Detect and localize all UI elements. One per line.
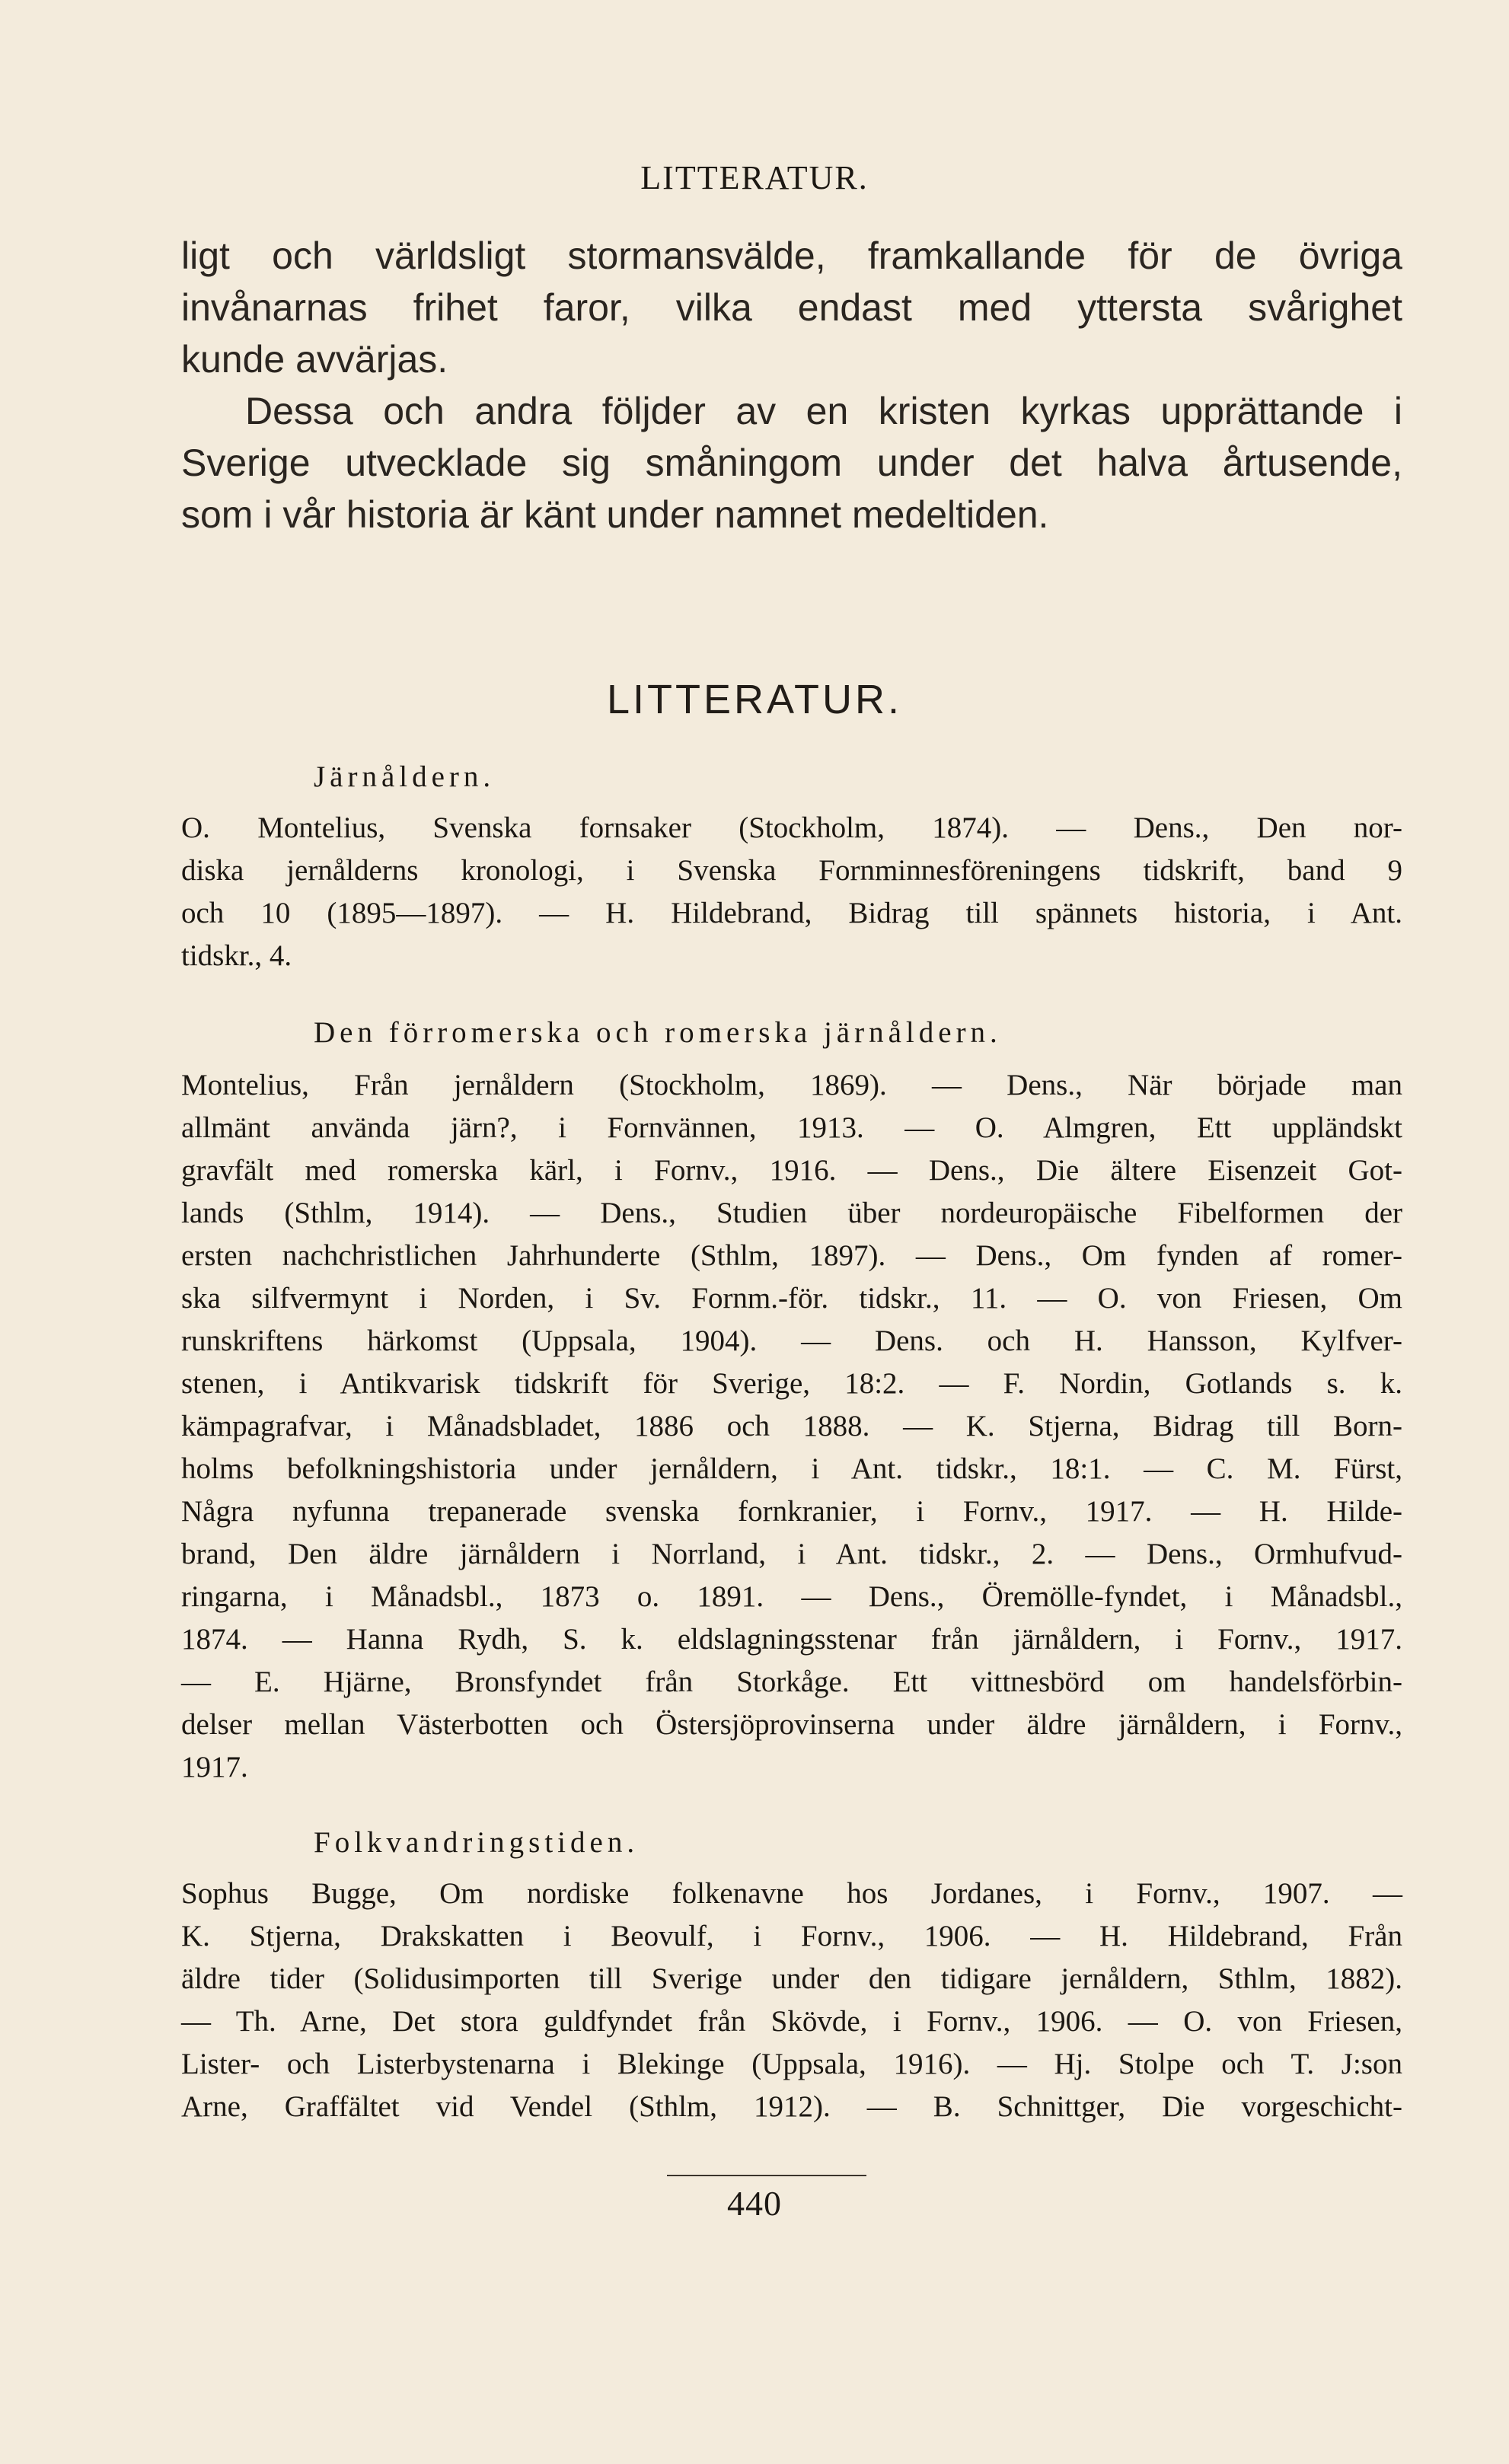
intro-line: som i vår historia är känt under namnet medeltiden. bbox=[181, 493, 1049, 536]
bibliography-line: ska silfvermynt i Norden, i Sv. Fornm.-för. tidskr., 11. — O. von Friesen, Om bbox=[181, 1282, 1402, 1315]
bibliography-line: kämpagrafvar, i Månadsbladet, 1886 och 1888. — K. Stjerna, Bidrag till Born- bbox=[181, 1410, 1402, 1442]
bibliography-line: ringarna, i Månadsbl., 1873 o. 1891. — Dens., Öremölle-fyndet, i Månadsbl., bbox=[181, 1580, 1402, 1613]
bibliography-line: Arne, Graffältet vid Vendel (Sthlm, 1912). — B. Schnittger, Die vorgeschicht- bbox=[181, 2090, 1402, 2123]
bibliography-line: ersten nachchristlichen Jahrhunderte (Sthlm, 1897). — Dens., Om fynden af romer- bbox=[181, 1239, 1402, 1272]
intro-line: invånarnas frihet faror, vilka endast med yttersta svårighet bbox=[181, 286, 1402, 329]
bibliography-line: Lister- och Listerbystenarna i Blekinge (Uppsala, 1916). — Hj. Stolpe och T. J:son bbox=[181, 2048, 1402, 2080]
bibliography-line: och 10 (1895—1897). — H. Hildebrand, Bidrag till spännets historia, i Ant. bbox=[181, 897, 1402, 929]
bibliography-line: brand, Den äldre järnåldern i Norrland, i Ant. tidskr., 2. — Dens., Ormhufvud- bbox=[181, 1538, 1402, 1570]
section-title: LITTERATUR. bbox=[606, 677, 902, 722]
bibliography-line: — Th. Arne, Det stora guldfyndet från Skövde, i Fornv., 1906. — O. von Friesen, bbox=[181, 2005, 1402, 2038]
intro-line: ligt och världsligt stormansvälde, framkallande för de övriga bbox=[181, 234, 1402, 277]
bibliography-jarnaldern bbox=[181, 807, 1402, 977]
intro-line: kunde avvärjas. bbox=[181, 338, 448, 381]
running-head: LITTERATUR. bbox=[640, 159, 869, 196]
bibliography-line: K. Stjerna, Drakskatten i Beovulf, i Fornv., 1906. — H. Hildebrand, Från bbox=[181, 1920, 1402, 1952]
bibliography-line: gravfält med romerska kärl, i Fornv., 1916. — Dens., Die ältere Eisenzeit Got- bbox=[181, 1154, 1402, 1187]
bibliography-line: stenen, i Antikvarisk tidskrift för Sverige, 18:2. — F. Nordin, Gotlands s. k. bbox=[181, 1367, 1402, 1400]
bibliography-line: lands (Sthlm, 1914). — Dens., Studien über nordeuropäische Fibelformen der bbox=[181, 1197, 1402, 1229]
page-number: 440 bbox=[727, 2184, 782, 2223]
bibliography-line: O. Montelius, Svenska fornsaker (Stockholm, 1874). — Dens., Den nor- bbox=[181, 811, 1402, 844]
bibliography-line: holms befolkningshistoria under jernåldern, i Ant. tidskr., 18:1. — C. M. Fürst, bbox=[181, 1452, 1402, 1485]
bibliography-forromerska bbox=[181, 1064, 1402, 1789]
bibliography-folkvandringstiden bbox=[181, 1873, 1402, 2128]
bibliography-line: delser mellan Västerbotten och Östersjöprovinserna under äldre järnåldern, i Fornv., bbox=[181, 1708, 1402, 1741]
bibliography-line: — E. Hjärne, Bronsfyndet från Storkåge. Ett vittnesbörd om handelsförbin- bbox=[181, 1666, 1402, 1698]
bibliography-line: tidskr., 4. bbox=[181, 939, 292, 972]
bibliography-line: 1874. — Hanna Rydh, S. k. eldslagningsstenar från järnåldern, i Fornv., 1917. bbox=[181, 1623, 1402, 1656]
intro-text bbox=[181, 230, 1402, 540]
bibliography-line: Sophus Bugge, Om nordiske folkenavne hos Jordanes, i Fornv., 1907. — bbox=[181, 1877, 1402, 1910]
intro-line: Sverige utvecklade sig småningom under det halva årtusende, bbox=[181, 441, 1402, 484]
bibliography-line: runskriftens härkomst (Uppsala, 1904). — Dens. och H. Hansson, Kylfver- bbox=[181, 1324, 1402, 1357]
bibliography-line: diska jernålderns kronologi, i Svenska Fornminnesföreningens tidskrift, band 9 bbox=[181, 854, 1402, 887]
intro-line: Dessa och andra följder av en kristen kyrkas upprättande i bbox=[245, 390, 1402, 432]
footer-rule bbox=[667, 2175, 866, 2176]
bibliography-line: Några nyfunna trepanerade svenska fornkranier, i Fornv., 1917. — H. Hilde- bbox=[181, 1495, 1402, 1528]
subsection-heading-folkvandringstiden: Folkvandringstiden. bbox=[314, 1826, 640, 1859]
bibliography-line: 1917. bbox=[181, 1751, 248, 1783]
bibliography-line: Montelius, Från jernåldern (Stockholm, 1869). — Dens., När började man bbox=[181, 1069, 1402, 1101]
subsection-heading-forromerska: Den förromerska och romerska järnåldern. bbox=[314, 1016, 1002, 1049]
bibliography-line: allmänt använda järn?, i Fornvännen, 1913. — O. Almgren, Ett uppländskt bbox=[181, 1111, 1402, 1144]
bibliography-line: äldre tider (Solidusimporten till Sverige under den tidigare jernåldern, Sthlm, 1882). bbox=[181, 1962, 1402, 1995]
subsection-heading-jarnaldern: Järnåldern. bbox=[314, 760, 496, 793]
